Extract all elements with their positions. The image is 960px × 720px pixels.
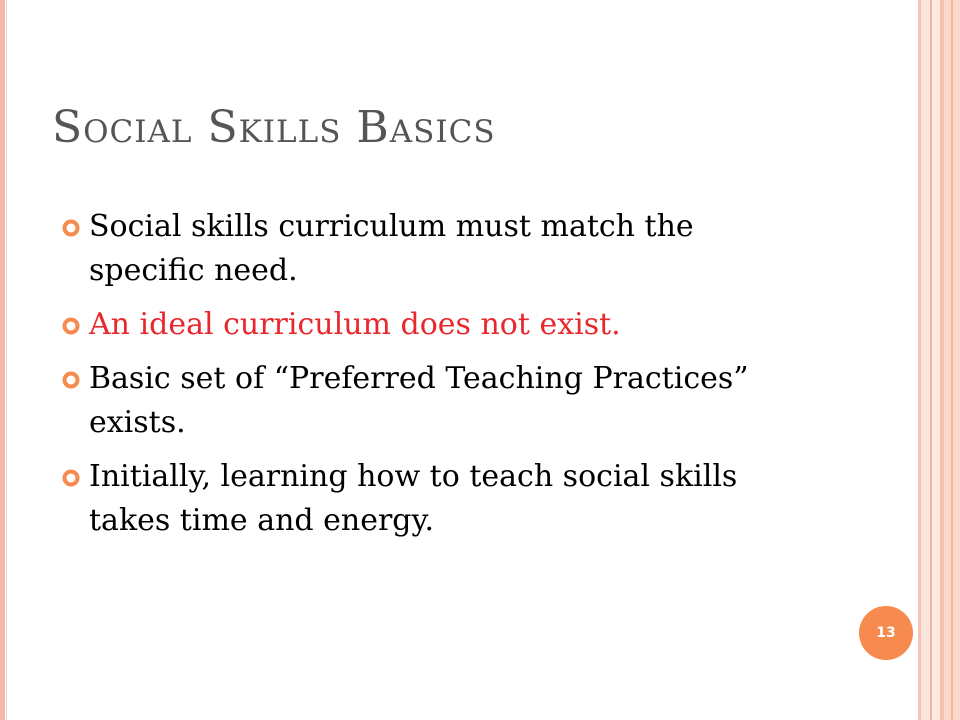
circle-ring-bullet-icon xyxy=(62,219,80,237)
circle-ring-bullet-icon xyxy=(62,317,80,335)
bullet-text: An ideal curriculum does not exist. xyxy=(89,307,621,342)
page-number: 13 xyxy=(876,625,896,641)
bullet-text: Social skills curriculum must match the specific need. xyxy=(89,209,694,288)
right-decorative-stripe xyxy=(951,0,953,720)
bullet-item xyxy=(62,205,792,293)
slide-title: Social Skills Basics xyxy=(52,102,496,153)
bullet-text: Initially, learning how to teach social skills takes time and energy. xyxy=(89,459,738,538)
circle-ring-bullet-icon xyxy=(62,469,80,487)
bullet-item xyxy=(62,303,792,347)
right-decorative-stripe xyxy=(921,0,930,720)
bullet-item xyxy=(62,455,792,543)
left-border-line xyxy=(6,0,7,720)
bullet-item xyxy=(62,357,792,445)
page-number-badge xyxy=(859,606,913,660)
left-border xyxy=(0,0,5,720)
bullet-text: Basic set of “Preferred Teaching Practices” exists. xyxy=(89,361,749,440)
bullet-list xyxy=(62,205,792,553)
right-decorative-stripe xyxy=(932,0,940,720)
circle-ring-bullet-icon xyxy=(62,371,80,389)
